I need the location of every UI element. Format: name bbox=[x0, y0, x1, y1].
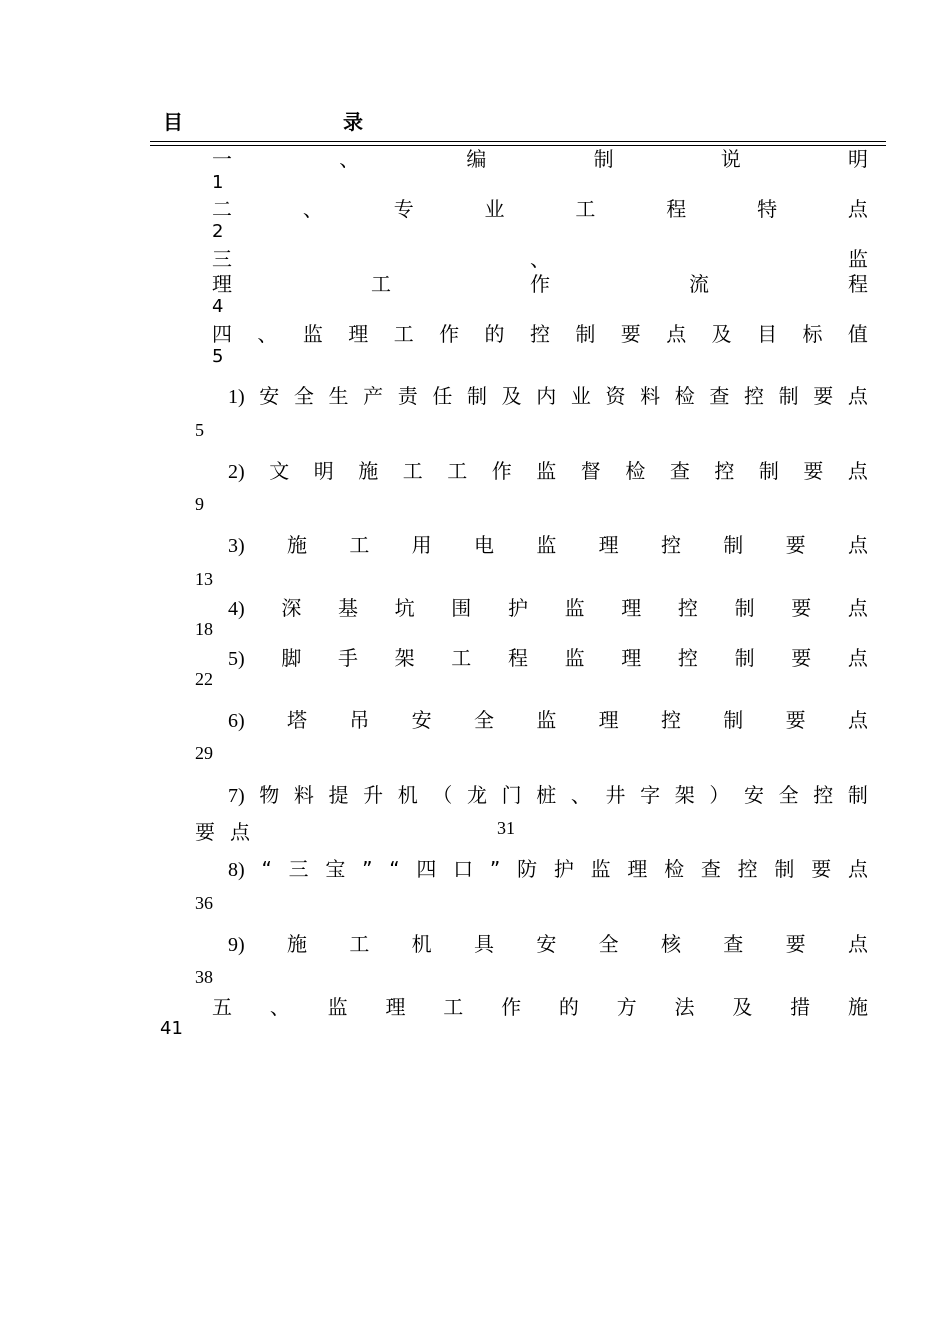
toc-entry-char: 业 bbox=[484, 197, 505, 221]
toc-entry-char: 核 bbox=[660, 932, 681, 956]
toc-entry-char: 监 bbox=[327, 995, 348, 1019]
toc-entry-char: 升 bbox=[363, 783, 384, 807]
toc-entry-char: 生 bbox=[328, 384, 349, 408]
toc-entry-char: 产 bbox=[363, 384, 384, 408]
toc-entry-char: 工 bbox=[451, 646, 472, 670]
toc-page-number: 2 bbox=[212, 221, 224, 242]
toc-entry-char: 吊 bbox=[349, 708, 370, 732]
toc-entry-char: 查 bbox=[709, 384, 730, 408]
toc-entry-char: 监 bbox=[536, 459, 557, 483]
toc-entry-char: 工 bbox=[371, 272, 391, 296]
toc-entry-char: 要 bbox=[195, 820, 215, 844]
toc-entry-char: 检 bbox=[664, 857, 685, 881]
toc-title-char: 目 bbox=[163, 110, 183, 134]
toc-entry-char: 全 bbox=[598, 932, 619, 956]
toc-entry-char: 点 bbox=[847, 932, 868, 956]
toc-entry-char: 、 bbox=[302, 197, 323, 221]
toc-entry-char: 控 bbox=[660, 708, 681, 732]
toc-entry-char: 理 bbox=[348, 322, 369, 346]
toc-entry-12-line-1[interactable] bbox=[228, 853, 868, 882]
toc-entry-char: 及 bbox=[732, 995, 753, 1019]
toc-entry-char: 控 bbox=[714, 459, 735, 483]
toc-entry-char: 值 bbox=[847, 322, 868, 346]
toc-entry-char: 提 bbox=[328, 783, 349, 807]
toc-entry-char: 安 bbox=[536, 932, 557, 956]
toc-entry-char: 点 bbox=[847, 197, 868, 221]
toc-entry-char: 程 bbox=[507, 646, 528, 670]
toc-entry-char: 制 bbox=[467, 384, 488, 408]
toc-entry-char: 、 bbox=[339, 147, 360, 171]
toc-entry-char: 机 bbox=[411, 932, 432, 956]
toc-entry-char: 任 bbox=[432, 384, 453, 408]
toc-entry-char: 深 bbox=[281, 596, 302, 620]
toc-entry-char: 控 bbox=[813, 783, 834, 807]
toc-entry-char: 监 bbox=[848, 247, 868, 271]
toc-entry-char: 点 bbox=[847, 708, 868, 732]
toc-entry-char: 、 bbox=[530, 247, 550, 271]
toc-entry-char: 控 bbox=[744, 384, 765, 408]
toc-entry-char: 业 bbox=[570, 384, 591, 408]
toc-entry-char: 监 bbox=[590, 857, 611, 881]
toc-title-char: 录 bbox=[343, 110, 363, 134]
toc-entry-char: 编 bbox=[466, 147, 487, 171]
toc-entry-char: 施 bbox=[847, 995, 868, 1019]
toc-entry-char: 作 bbox=[530, 272, 550, 296]
toc-entry-char: 点 bbox=[847, 596, 868, 620]
toc-entry-char: 具 bbox=[473, 932, 494, 956]
toc-entry-char: 制 bbox=[778, 384, 799, 408]
toc-entry-char: 四 bbox=[416, 857, 437, 881]
toc-entry-char: 塔 bbox=[287, 708, 307, 732]
toc-entry-char: 措 bbox=[790, 995, 811, 1019]
toc-entry-char: 理 bbox=[621, 596, 642, 620]
toc-entry-char: 1) bbox=[228, 386, 245, 408]
toc-entry-char: 明 bbox=[313, 459, 334, 483]
toc-entry-char: 基 bbox=[337, 596, 358, 620]
toc-entry-char: 要 bbox=[785, 708, 806, 732]
toc-entry-char: 点 bbox=[847, 646, 868, 670]
toc-entry-1-line-1[interactable] bbox=[212, 143, 868, 172]
toc-entry-char: 内 bbox=[536, 384, 557, 408]
toc-entry-char: 查 bbox=[669, 459, 690, 483]
toc-entry-char: 控 bbox=[677, 596, 698, 620]
toc-entry-char: 四 bbox=[212, 322, 232, 346]
toc-entry-char: 字 bbox=[640, 783, 661, 807]
toc-entry-char: 二 bbox=[212, 197, 232, 221]
toc-entry-char: 全 bbox=[778, 783, 799, 807]
toc-entry-char: 法 bbox=[674, 995, 695, 1019]
toc-entry-char: 标 bbox=[802, 322, 823, 346]
toc-entry-char: 点 bbox=[847, 384, 868, 408]
toc-entry-char: 监 bbox=[302, 322, 323, 346]
toc-entry-char: 监 bbox=[564, 646, 585, 670]
toc-entry-char: 6) bbox=[228, 710, 245, 732]
toc-entry-char: 制 bbox=[723, 708, 744, 732]
toc-entry-char: 点 bbox=[847, 459, 868, 483]
toc-entry-char: 工 bbox=[349, 533, 370, 557]
toc-entry-14-line-1[interactable] bbox=[212, 991, 868, 1020]
toc-entry-char: 要 bbox=[620, 322, 641, 346]
toc-entry-char: 点 bbox=[230, 820, 250, 844]
toc-page-number: 9 bbox=[195, 494, 204, 514]
toc-entry-char: 督 bbox=[580, 459, 601, 483]
toc-entry-6-line-1[interactable] bbox=[228, 455, 868, 484]
toc-entry-char: 工 bbox=[402, 459, 423, 483]
toc-entry-11-line-1[interactable] bbox=[228, 779, 868, 808]
toc-entry-char: 、 bbox=[257, 322, 278, 346]
toc-entry-char: 施 bbox=[358, 459, 379, 483]
toc-entry-char: 制 bbox=[734, 646, 755, 670]
toc-entry-char: 控 bbox=[529, 322, 550, 346]
toc-entry-char: 工 bbox=[393, 322, 414, 346]
toc-entry-13-line-1[interactable] bbox=[228, 928, 868, 957]
toc-entry-char: 制 bbox=[734, 596, 755, 620]
toc-entry-char: 理 bbox=[598, 708, 619, 732]
toc-entry-char: 要 bbox=[785, 533, 806, 557]
toc-entry-char: 点 bbox=[847, 533, 868, 557]
toc-entry-char: 要 bbox=[811, 857, 832, 881]
toc-entry-char: 料 bbox=[293, 783, 314, 807]
toc-entry-char: 的 bbox=[558, 995, 579, 1019]
toc-entry-char: 2) bbox=[228, 461, 245, 483]
toc-entry-char: 五 bbox=[212, 995, 232, 1019]
toc-entry-char: 明 bbox=[847, 147, 868, 171]
toc-entry-char: 控 bbox=[677, 646, 698, 670]
toc-entry-char: “ bbox=[389, 857, 400, 881]
toc-entry-5-line-1[interactable] bbox=[228, 380, 868, 409]
toc-entry-char: 要 bbox=[785, 932, 806, 956]
toc-entry-char: （ bbox=[432, 783, 453, 807]
toc-entry-char: 电 bbox=[473, 533, 494, 557]
toc-entry-char: 程 bbox=[848, 272, 868, 296]
toc-page-number: 29 bbox=[195, 743, 213, 763]
toc-entry-char: 安 bbox=[411, 708, 432, 732]
toc-entry-char: 架 bbox=[394, 646, 415, 670]
toc-entry-char: 防 bbox=[517, 857, 538, 881]
toc-entry-char: 坑 bbox=[394, 596, 415, 620]
toc-entry-char: 制 bbox=[593, 147, 614, 171]
toc-entry-char: 护 bbox=[553, 857, 574, 881]
toc-entry-char: 控 bbox=[660, 533, 681, 557]
toc-page-number: 22 bbox=[195, 669, 213, 689]
toc-entry-char: 料 bbox=[640, 384, 661, 408]
toc-page-number: 13 bbox=[195, 569, 213, 589]
toc-entry-char: 手 bbox=[337, 646, 358, 670]
toc-entry-char: 架 bbox=[674, 783, 695, 807]
toc-entry-char: 全 bbox=[293, 384, 314, 408]
toc-entry-char: 工 bbox=[575, 197, 596, 221]
toc-entry-char: “ bbox=[261, 857, 272, 881]
toc-entry-char: 、 bbox=[570, 783, 591, 807]
toc-entry-char: 制 bbox=[847, 783, 868, 807]
toc-entry-char: 要 bbox=[791, 646, 812, 670]
toc-entry-char: 工 bbox=[349, 932, 370, 956]
toc-entry-char: 制 bbox=[758, 459, 779, 483]
toc-title bbox=[163, 106, 363, 136]
toc-entry-8-line-1[interactable] bbox=[228, 592, 868, 621]
toc-entry-char: 理 bbox=[621, 646, 642, 670]
toc-entry-char: 3) bbox=[228, 535, 245, 557]
toc-entry-char: 施 bbox=[287, 932, 307, 956]
toc-entry-char: 理 bbox=[212, 272, 232, 296]
toc-entry-char: 围 bbox=[451, 596, 472, 620]
toc-entry-char: 检 bbox=[625, 459, 646, 483]
toc-entry-char: 及 bbox=[501, 384, 522, 408]
toc-entry-char: 物 bbox=[259, 783, 280, 807]
toc-entry-char: 一 bbox=[212, 147, 232, 171]
toc-entry-char: 说 bbox=[720, 147, 741, 171]
toc-entry-char: 及 bbox=[711, 322, 732, 346]
toc-entry-char: 宝 bbox=[325, 857, 346, 881]
toc-entry-char: 资 bbox=[605, 384, 626, 408]
toc-entry-char: 查 bbox=[700, 857, 721, 881]
toc-entry-char: 责 bbox=[397, 384, 418, 408]
toc-entry-char: 点 bbox=[666, 322, 687, 346]
toc-entry-char: 理 bbox=[598, 533, 619, 557]
toc-entry-char: 脚 bbox=[281, 646, 302, 670]
toc-entry-char: 点 bbox=[847, 857, 868, 881]
toc-entry-9-line-1[interactable] bbox=[228, 642, 868, 671]
toc-entry-char: 检 bbox=[674, 384, 695, 408]
toc-entry-char: 要 bbox=[803, 459, 824, 483]
toc-entry-char: 文 bbox=[269, 459, 290, 483]
toc-entry-char: 井 bbox=[605, 783, 626, 807]
toc-page-number: 1 bbox=[212, 172, 224, 193]
toc-entry-char: 理 bbox=[627, 857, 648, 881]
toc-entry-3-line-2[interactable] bbox=[212, 268, 868, 297]
toc-entry-char: 制 bbox=[723, 533, 744, 557]
toc-entry-char: 要 bbox=[791, 596, 812, 620]
toc-page-number: 4 bbox=[212, 296, 224, 317]
toc-entry-char: 用 bbox=[411, 533, 432, 557]
toc-entry-char: ” bbox=[489, 857, 501, 881]
toc-entry-char: 特 bbox=[757, 197, 778, 221]
toc-entry-char: 龙 bbox=[467, 783, 488, 807]
toc-entry-char: 控 bbox=[737, 857, 758, 881]
toc-entry-char: 专 bbox=[393, 197, 414, 221]
toc-entry-char: 制 bbox=[774, 857, 795, 881]
toc-entry-char: 工 bbox=[443, 995, 464, 1019]
toc-entry-char: 目 bbox=[757, 322, 778, 346]
toc-entry-char: ” bbox=[362, 857, 373, 881]
toc-entry-char: 机 bbox=[397, 783, 418, 807]
toc-page-number: 38 bbox=[195, 967, 213, 987]
toc-entry-char: 三 bbox=[288, 857, 309, 881]
toc-entry-char: 程 bbox=[666, 197, 687, 221]
toc-entry-char: 4) bbox=[228, 598, 245, 620]
toc-entry-char: 方 bbox=[616, 995, 637, 1019]
toc-page-number: 5 bbox=[195, 420, 204, 440]
toc-entry-char: 工 bbox=[447, 459, 468, 483]
toc-entry-char: 要 bbox=[813, 384, 834, 408]
toc-entry-char: 作 bbox=[439, 322, 460, 346]
toc-page-number: 36 bbox=[195, 893, 213, 913]
toc-entry-char: 的 bbox=[484, 322, 505, 346]
toc-entry-char: 理 bbox=[385, 995, 406, 1019]
toc-entry-char: 监 bbox=[536, 533, 557, 557]
toc-entry-4-line-1[interactable] bbox=[212, 318, 868, 347]
toc-page-number: 18 bbox=[195, 619, 213, 639]
toc-entry-2-line-1[interactable] bbox=[212, 193, 868, 222]
toc-entry-7-line-1[interactable] bbox=[228, 529, 868, 558]
toc-entry-char: 、 bbox=[269, 995, 290, 1019]
toc-entry-char: 查 bbox=[723, 932, 744, 956]
toc-entry-char: 流 bbox=[689, 272, 709, 296]
toc-entry-11-line-2[interactable] bbox=[195, 816, 250, 845]
toc-entry-char: 施 bbox=[287, 533, 307, 557]
toc-entry-char: ） bbox=[709, 783, 730, 807]
toc-entry-char: 5) bbox=[228, 648, 245, 670]
toc-entry-char: 监 bbox=[564, 596, 585, 620]
toc-entry-char: 桩 bbox=[536, 783, 557, 807]
toc-entry-char: 作 bbox=[501, 995, 522, 1019]
toc-entry-char: 制 bbox=[575, 322, 596, 346]
title-rule-top bbox=[150, 141, 886, 142]
toc-entry-char: 9) bbox=[228, 934, 245, 956]
toc-page-number: 41 bbox=[160, 1018, 183, 1039]
toc-entry-char: 全 bbox=[473, 708, 494, 732]
toc-entry-char: 三 bbox=[212, 247, 232, 271]
toc-entry-char: 监 bbox=[536, 708, 557, 732]
toc-page-number: 5 bbox=[212, 346, 224, 367]
toc-entry-char: 口 bbox=[453, 857, 474, 881]
toc-entry-char: 7) bbox=[228, 785, 245, 807]
toc-entry-char: 8) bbox=[228, 859, 245, 881]
toc-entry-char: 安 bbox=[744, 783, 765, 807]
toc-entry-char: 作 bbox=[491, 459, 512, 483]
toc-entry-10-line-1[interactable] bbox=[228, 704, 868, 733]
toc-entry-char: 门 bbox=[501, 783, 522, 807]
toc-entry-char: 护 bbox=[507, 596, 528, 620]
toc-page-number: 31 bbox=[497, 818, 515, 838]
toc-entry-char: 安 bbox=[259, 384, 280, 408]
